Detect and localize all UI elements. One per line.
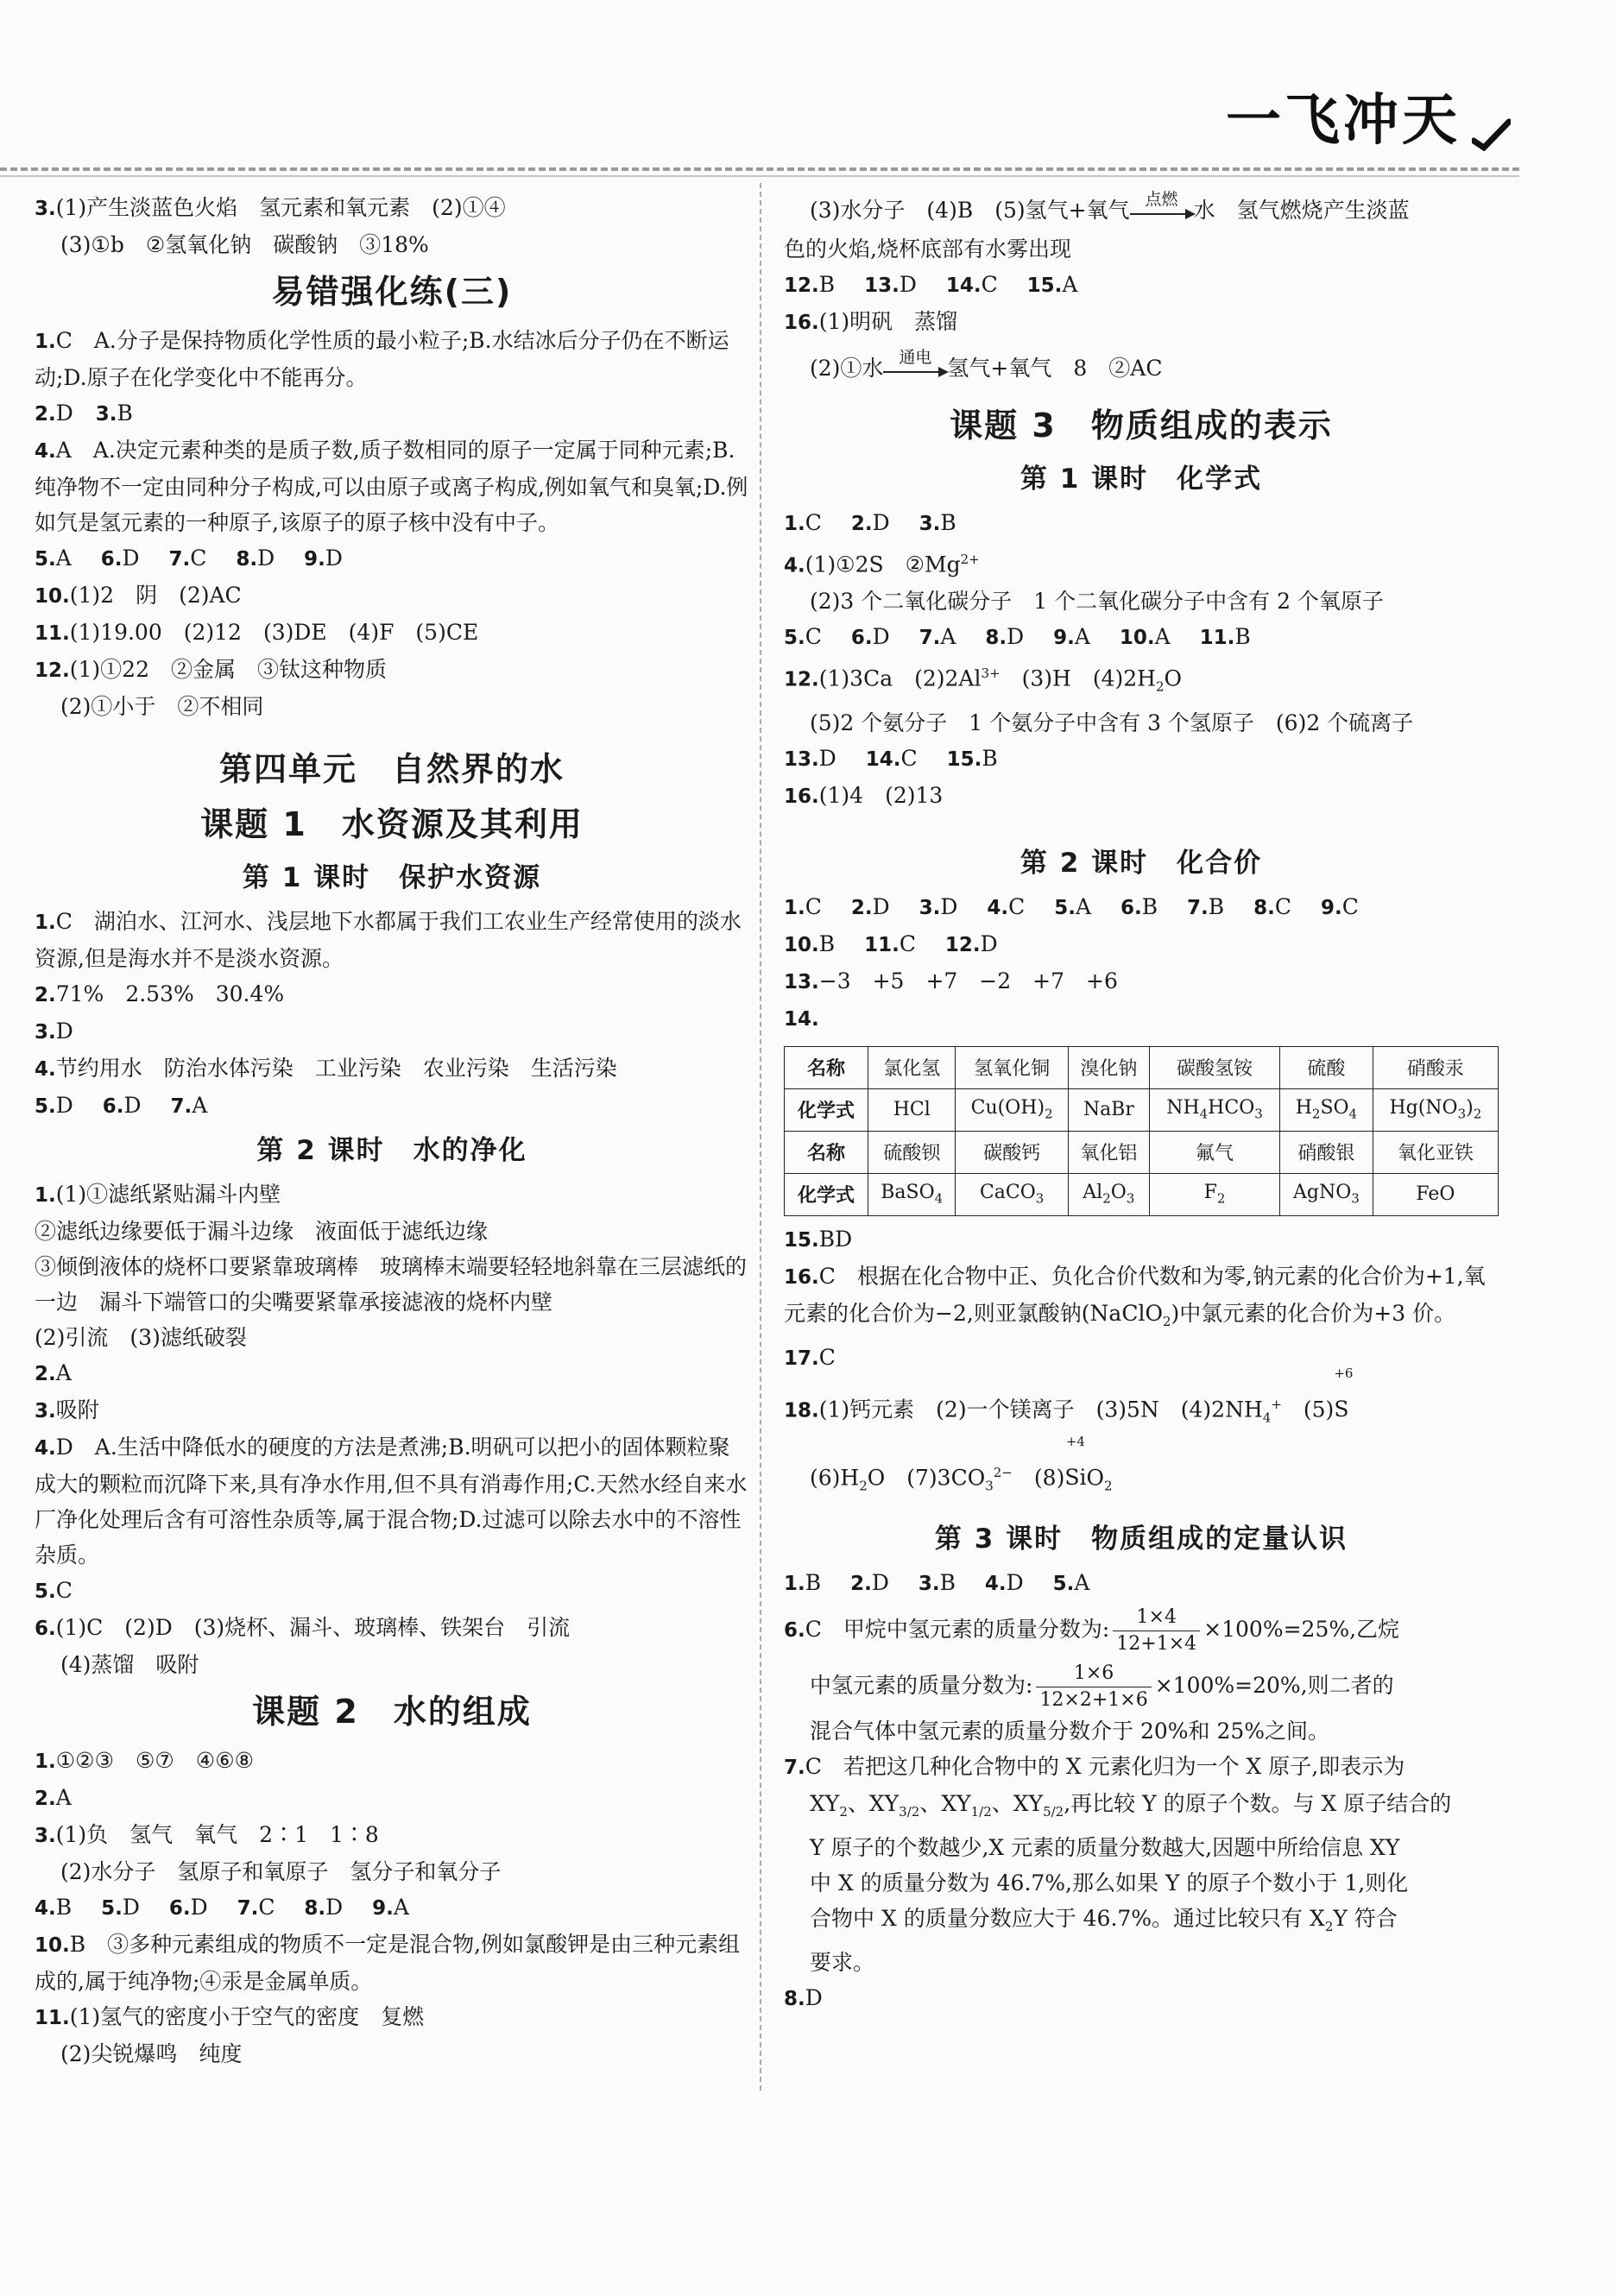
answer-line: 6.(1)C (2)D (3)烧杯、漏斗、玻璃棒、铁架台 引流 [35,1615,571,1640]
table-cell: BaSO$_4$ [868,1173,956,1215]
answer-line: 1.(1)①滤纸紧贴漏斗内壁 [35,1182,281,1207]
answer-line: 4.(1)①2S $②Mg^{2+}$ [784,552,980,577]
answer-line: (2)①水 通电 氢气+氧气 8 ②AC [810,347,1163,381]
topic-title: 课题 3 物质组成的表示 [950,407,1333,445]
answer-line: 1.B 2.D 3.B 4.D 5.A [784,1570,1090,1596]
table-cell: 溴化钠 [1068,1046,1149,1088]
answer-line: 色的火焰,烧杯底部有水雾出现 [784,237,1071,262]
answer-line: 5.D 6.D 7.A [35,1093,208,1118]
section-title: 易错强化练(三) [271,273,513,311]
topic-title: 课题 2 水的组成 [252,1693,532,1731]
answer-line: 13.D 14.C 15.B [784,745,998,771]
answer-line: 16.(1)明矾 蒸馏 [784,309,958,334]
table-cell: 碳酸钙 [956,1131,1068,1173]
answer-line: 1.①②③ ⑤⑦ ④⑥⑧ [35,1748,255,1773]
table-cell: 碳酸氢铵 [1149,1046,1279,1088]
answer-line: 13.−3 +5 +7 −2 +7 +6 [784,968,1118,993]
table-cell: 氯化氢 [868,1046,956,1088]
answer-line: 10.B ③多种元素组成的物质不一定是混合物,例如氯酸钾是由三种元素组成的,属于纯净物;④汞是金属单质。 [35,1932,741,1994]
answer-line: 8.D [784,1985,823,2011]
table-row [785,1088,1499,1131]
answer-line: (5)2 个氨分子 1 个氨分子中含有 3 个氢原子 (6)2 个硫离子 [810,710,1414,735]
answer-line: ②滤纸边缘要低于漏斗边缘 液面低于滤纸边缘 [35,1219,489,1244]
answer-line: 2.A [35,1785,72,1810]
answer-line: 2.A [35,1360,72,1385]
table-row [785,1131,1499,1173]
table-row [785,1173,1499,1215]
answer-line: 6.C 甲烷中氢元素的质量分数为: $\frac{1\times 4}{12+1\times 4}$ ×100%=25%,乙烷 [784,1602,1499,1658]
answer-line: Y 原子的个数越少,X 元素的质量分数越大,因题中所给信息 XY [810,1835,1400,1861]
reaction-arrow: 通电 [883,368,947,373]
answer-line: (2)3 个二氧化碳分子 1 个二氧化碳分子中含有 2 个氧原子 [810,589,1384,615]
table-cell: AgNO$_3$ [1280,1173,1373,1215]
table-cell: HCl [868,1088,956,1131]
answer-line: 5.A 6.D 7.C 8.D 9.D [35,546,343,571]
answer-line: ③倾倒液体的烧杯口要紧靠玻璃棒 玻璃棒末端要轻轻地斜靠在三层滤纸的一边 漏斗下端管口的尖嘴要紧靠承接滤液的烧杯内壁 [35,1254,748,1315]
answer-line: 2.D 3.B [35,401,133,426]
answer-line: 12.(1)①22 ②金属 ③钛这种物质 [35,657,387,682]
table-cell: NaBr [1068,1088,1149,1131]
answer-line: (4)蒸馏 吸附 [60,1652,199,1677]
table-cell: $Al_2O_3$ [1068,1173,1149,1215]
brand-logo [1226,86,1511,155]
table-cell: 硫酸 [1280,1046,1373,1088]
answer-line: 4.D A.生活中降低水的硬度的方法是煮沸;B.明矾可以把小的固体颗粒聚成大的颗粒而沉降下来,具有净水作用,但不具有消毒作用;C.天然水经自来水厂净化处理后含有可溶性杂质等,属于混合物;D.过滤可以除去水中的不溶性杂质。 [35,1435,748,1567]
table-cell: $H_2SO_4$ [1280,1088,1373,1131]
table-cell: 氢氧化铜 [956,1046,1068,1088]
table-cell: 硝酸银 [1280,1131,1373,1173]
table-header-cell: 化学式 [785,1173,868,1215]
table-cell: 硝酸汞 [1373,1046,1498,1088]
table-cell: 氧化亚铁 [1373,1131,1498,1173]
answer-line: $XY_2$、$XY_{3/2}$、$XY_{1/2}$、$XY_{5/2}$,再比较 Y 的原子个数。与 X 原子结合的 [810,1791,1452,1820]
table-cell: FeO [1373,1173,1498,1215]
answer-line: 1.C 2.D 3.B [784,510,956,535]
answer-line: 5.C 6.D 7.A 8.D 9.A 10.A 11.B [784,624,1251,650]
table-cell: 氟气 [1149,1131,1279,1173]
fraction: $\frac{1\times 4}{12+1\times 4}$ [1113,1605,1200,1657]
answer-line: (2)水分子 氢原子和氧原子 氢分子和氧分子 [60,1859,502,1884]
answer-line: 18.(1)钙元素 (2)一个镁离子 (3)5N $(4)2NH_4^+$ (5) +6 S [784,1365,1354,1425]
answer-line: (2)①小于 ②不相同 [60,694,264,719]
table-header-cell: 化学式 [785,1088,868,1131]
lesson-title: 第 1 课时 保护水资源 [242,862,542,893]
answer-line: 10.(1)2 阴 (2)AC [35,583,242,608]
fraction: $\frac{1\times 6}{12\times 2+1\times 6}$ [1036,1661,1151,1713]
answer-line: 4.A A.决定元素种类的是质子数,质子数相同的原子一定属于同种元素;B.纯净物不一定由同种分子构成,可以由原子或离子构成,例如氧气和臭氧;D.例如氕是氢元素的一种原子,该原子的原子核中没有中子。 [35,438,748,535]
column-divider [760,183,761,2091]
answer-line: 1.C A.分子是保持物质化学性质的最小粒子;B.水结冰后分子仍在不断运动;D.原子在化学变化中不能再分。 [35,328,729,390]
answer-line: 中 X 的质量分数为 46.7%,那么如果 Y 的原子个数小于 1,则化 [810,1870,1409,1896]
brand-text: 一飞冲天 [1226,89,1461,153]
answer-line: $(6)H_2O$ $(7)3CO_3^{2-}$ (8) +4 SiO$_2$ [810,1434,1113,1494]
header-rule-secondary [0,175,1519,177]
answer-line: 12.(1)3Ca $(2)2Al^{3+}$ (3)H $(4)2H_2O$ [784,665,1182,695]
answer-line: 中氢元素的质量分数为: $\frac{1\times 6}{12\times 2+1\times 6}$ ×100%=20%,则二者的 [784,1658,1499,1713]
answer-line: 12.B 13.D 14.C 15.A [784,272,1078,297]
answer-line: 3.(1)产生淡蓝色火焰 氢元素和氧元素 (2)①④ [35,195,506,220]
answer-line: 1.C 2.D 3.D 4.C 5.A 6.B 7.B 8.C 9.C [784,893,1359,919]
table-header-cell: 名称 [785,1046,868,1088]
left-column [35,190,749,2072]
answer-line: 4.B 5.D 6.D 7.C 8.D 9.A [35,1895,409,1920]
table-header-cell: 名称 [785,1131,868,1173]
answer-line: 3.吸附 [35,1397,99,1422]
answer-line: 3.D [35,1019,73,1044]
table-row [785,1046,1499,1088]
table-cell: $Hg(NO_3)_2$ [1373,1088,1498,1131]
answer-line: 2.71% 2.53% 30.4% [35,981,285,1006]
answer-line: 14. [784,1007,819,1031]
lesson-title: 第 2 课时 化合价 [1019,847,1263,879]
answer-line: 16.C 根据在化合物中正、负化合价代数和为零,钠元素的化合价为+1,氧元素的化合价为−2,则亚氯酸钠(NaClO$_2$)中氯元素的化合价为+3 价。 [784,1263,1486,1329]
chemical-formula-table [784,1046,1499,1216]
table-cell: 氧化铝 [1068,1131,1149,1173]
answer-line: 11.(1)氢气的密度小于空气的密度 复燃 [35,2004,425,2029]
header-rule [0,167,1519,171]
answer-line: 17.C [784,1344,836,1370]
answer-line: 7.C 若把这几种化合物中的 X 元素化归为一个 X 原子,即表示为 [784,1754,1405,1780]
answer-line: 1.C 湖泊水、江河水、浅层地下水都属于我们工农业生产经常使用的淡水资源,但是海水并不是淡水资源。 [35,909,742,971]
right-column [784,190,1499,2017]
topic-title: 课题 1 水资源及其利用 [200,805,584,843]
table-cell: $F_2$ [1149,1173,1279,1215]
table-cell: $Cu(OH)_2$ [956,1088,1068,1131]
answer-line: 3.(1)负 氢气 氧气 2∶1 1∶8 [35,1822,379,1847]
answer-line: (3)①b ②氢氧化钠 碳酸钠 ③18% [60,232,429,257]
unit-title: 第四单元 自然界的水 [218,750,565,788]
answer-line: (3)水分子 (4)B (5)氢气+氧气 点燃 水 氢气燃烧产生淡蓝 [810,189,1410,223]
table-cell: 硫酸钡 [868,1131,956,1173]
swoosh-icon [1472,117,1511,151]
lesson-title: 第 3 课时 物质组成的定量认识 [934,1523,1348,1555]
answer-line: 10.B 11.C 12.D [784,930,998,956]
answer-line: 5.C [35,1578,73,1603]
answer-line: 混合气体中氢元素的质量分数介于 20%和 25%之间。 [810,1719,1330,1744]
answer-line: 15.BD [784,1226,853,1252]
answer-line: (2)尖锐爆鸣 纯度 [60,2041,243,2066]
lesson-title: 第 2 课时 水的净化 [256,1135,527,1166]
table-cell: CaCO$_3$ [956,1173,1068,1215]
answer-line: 4.节约用水 防治水体污染 工业污染 农业污染 生活污染 [35,1056,617,1081]
lesson-title: 第 1 课时 化学式 [1019,464,1263,495]
table-cell: $NH_4HCO_3$ [1149,1088,1279,1131]
answer-line: 16.(1)4 (2)13 [784,782,944,808]
answer-line: 11.(1)19.00 (2)12 (3)DE (4)F (5)CE [35,620,479,645]
answer-line: 合物中 X 的质量分数应大于 46.7%。通过比较只有 $X_2Y$ 符合 [810,1906,1398,1935]
answer-line: 要求。 [810,1950,875,1976]
answer-line: (2)引流 (3)滤纸破裂 [35,1325,247,1350]
reaction-arrow: 点燃 [1130,210,1194,215]
